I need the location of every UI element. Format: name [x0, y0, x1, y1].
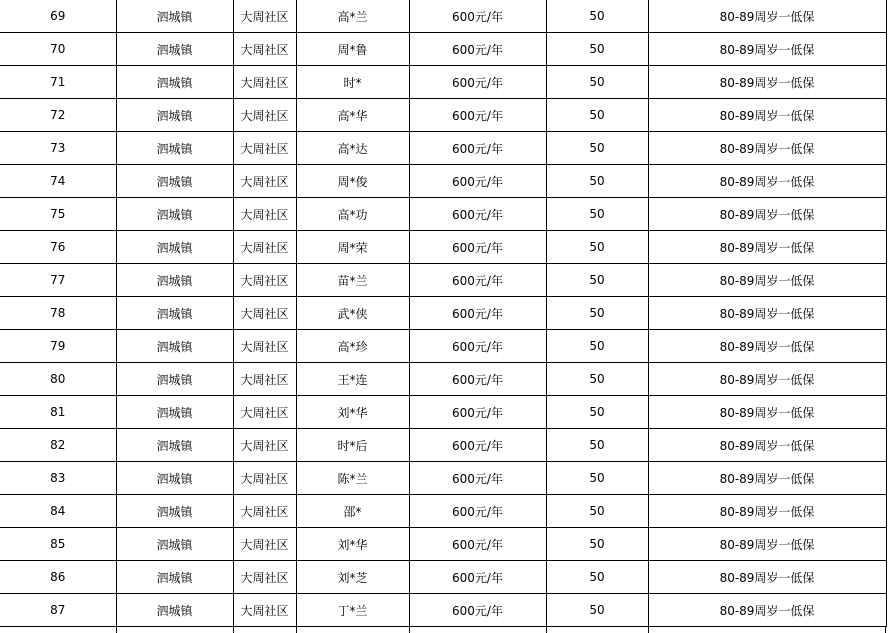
cell-serial-number[interactable]: 78 [0, 297, 116, 330]
cell-serial-number[interactable]: 84 [0, 495, 116, 528]
cell-category[interactable]: 80-89周岁一低保 [648, 231, 886, 264]
table-row[interactable] [0, 363, 886, 396]
cell-community[interactable]: 大周社区 [233, 297, 296, 330]
cell-count[interactable]: 50 [546, 132, 648, 165]
cell-community[interactable]: 大周社区 [233, 198, 296, 231]
cell-community[interactable]: 大周社区 [233, 165, 296, 198]
cell-count[interactable]: 50 [546, 594, 648, 627]
cell-amount[interactable]: 600元/年 [409, 495, 546, 528]
cell-serial-number[interactable]: 71 [0, 66, 116, 99]
cell-community[interactable]: 大周社区 [233, 396, 296, 429]
cell-amount[interactable]: 600元/年 [409, 330, 546, 363]
cell-count[interactable]: 50 [546, 66, 648, 99]
cell-name[interactable]: 刘*华 [296, 528, 409, 561]
table-row[interactable] [0, 495, 886, 528]
cell-serial-number[interactable]: 87 [0, 594, 116, 627]
cell-community[interactable]: 大周社区 [233, 66, 296, 99]
cell-amount[interactable]: 600元/年 [409, 396, 546, 429]
cell-name[interactable]: 刘*华 [296, 396, 409, 429]
cell-serial-number[interactable]: 75 [0, 198, 116, 231]
cell-name[interactable]: 时* [296, 66, 409, 99]
cell-category[interactable]: 80-89周岁一低保 [648, 594, 886, 627]
cell-serial-number[interactable]: 86 [0, 561, 116, 594]
cell-serial-number[interactable]: 85 [0, 528, 116, 561]
cell-community[interactable]: 大周社区 [233, 429, 296, 462]
cell-count[interactable]: 50 [546, 495, 648, 528]
cell-name[interactable]: 高*达 [296, 132, 409, 165]
cell-count[interactable]: 50 [546, 528, 648, 561]
table-row[interactable] [0, 429, 886, 462]
table-row[interactable] [0, 264, 886, 297]
cell-town[interactable]: 泗城镇 [116, 462, 233, 495]
cell-count[interactable]: 50 [546, 231, 648, 264]
cell-amount[interactable]: 600元/年 [409, 66, 546, 99]
table-row[interactable] [0, 330, 886, 363]
table-row[interactable] [0, 594, 886, 627]
cell-town[interactable]: 泗城镇 [116, 528, 233, 561]
cell-category[interactable]: 80-89周岁一低保 [648, 462, 886, 495]
table-row[interactable] [0, 396, 886, 429]
table-row[interactable] [0, 66, 886, 99]
cell-category[interactable]: 80-89周岁一低保 [648, 165, 886, 198]
cell-serial-number[interactable]: 77 [0, 264, 116, 297]
cell-town[interactable]: 泗城镇 [116, 132, 233, 165]
cell-name[interactable]: 高*华 [296, 99, 409, 132]
cell-town[interactable]: 泗城镇 [116, 66, 233, 99]
cell-amount[interactable]: 600元/年 [409, 429, 546, 462]
table-row[interactable] [0, 165, 886, 198]
table-row[interactable] [0, 528, 886, 561]
cell-community[interactable]: 大周社区 [233, 594, 296, 627]
cell-amount[interactable]: 600元/年 [409, 198, 546, 231]
cell-amount[interactable]: 600元/年 [409, 132, 546, 165]
cell-amount[interactable]: 600元/年 [409, 99, 546, 132]
cell-community[interactable]: 大周社区 [233, 231, 296, 264]
cell-name[interactable]: 时*后 [296, 429, 409, 462]
cell-category[interactable]: 80-89周岁一低保 [648, 429, 886, 462]
table-row[interactable] [0, 198, 886, 231]
cell-name[interactable]: 邵* [296, 495, 409, 528]
cell-community[interactable]: 大周社区 [233, 528, 296, 561]
cell-category[interactable]: 80-89周岁一低保 [648, 132, 886, 165]
table-row[interactable] [0, 0, 886, 33]
cell-category[interactable]: 80-89周岁一低保 [648, 396, 886, 429]
cell-serial-number[interactable]: 82 [0, 429, 116, 462]
table-row[interactable] [0, 297, 886, 330]
cell-count[interactable]: 50 [546, 99, 648, 132]
cell-category[interactable]: 80-89周岁一低保 [648, 561, 886, 594]
column-divider [0, 627, 886, 633]
cell-category[interactable]: 80-89周岁一低保 [648, 198, 886, 231]
table-row[interactable] [0, 132, 886, 165]
cell-town[interactable]: 泗城镇 [116, 594, 233, 627]
cell-town[interactable]: 泗城镇 [116, 33, 233, 66]
cell-name[interactable]: 周*荣 [296, 231, 409, 264]
table-row[interactable] [0, 99, 886, 132]
cell-town[interactable]: 泗城镇 [116, 99, 233, 132]
cell-serial-number[interactable]: 76 [0, 231, 116, 264]
table-row[interactable] [0, 33, 886, 66]
cell-community[interactable]: 大周社区 [233, 330, 296, 363]
cell-amount[interactable]: 600元/年 [409, 297, 546, 330]
cell-name[interactable]: 王*连 [296, 363, 409, 396]
cell-category[interactable]: 80-89周岁一低保 [648, 330, 886, 363]
cell-amount[interactable]: 600元/年 [409, 231, 546, 264]
cell-amount[interactable]: 600元/年 [409, 264, 546, 297]
cell-community[interactable]: 大周社区 [233, 363, 296, 396]
cell-count[interactable]: 50 [546, 330, 648, 363]
cell-category[interactable]: 80-89周岁一低保 [648, 264, 886, 297]
cell-town[interactable]: 泗城镇 [116, 330, 233, 363]
cell-serial-number[interactable]: 83 [0, 462, 116, 495]
cell-category[interactable]: 80-89周岁一低保 [648, 99, 886, 132]
cell-count[interactable]: 50 [546, 429, 648, 462]
cell-town[interactable]: 泗城镇 [116, 165, 233, 198]
cell-serial-number[interactable]: 70 [0, 33, 116, 66]
cell-category[interactable]: 80-89周岁一低保 [648, 33, 886, 66]
cell-count[interactable]: 50 [546, 0, 648, 33]
cell-community[interactable]: 大周社区 [233, 561, 296, 594]
cell-category[interactable]: 80-89周岁一低保 [648, 528, 886, 561]
cell-amount[interactable]: 600元/年 [409, 363, 546, 396]
next-row-partial [0, 627, 886, 633]
cell-amount[interactable]: 600元/年 [409, 528, 546, 561]
cell-community[interactable]: 大周社区 [233, 495, 296, 528]
cell-count[interactable]: 50 [546, 165, 648, 198]
table-row[interactable] [0, 231, 886, 264]
cell-amount[interactable]: 600元/年 [409, 462, 546, 495]
cell-community[interactable]: 大周社区 [233, 132, 296, 165]
cell-name[interactable]: 高*珍 [296, 330, 409, 363]
cell-town[interactable]: 泗城镇 [116, 429, 233, 462]
cell-town[interactable]: 泗城镇 [116, 396, 233, 429]
cell-category[interactable]: 80-89周岁一低保 [648, 0, 886, 33]
cell-serial-number[interactable]: 72 [0, 99, 116, 132]
cell-community[interactable]: 大周社区 [233, 99, 296, 132]
cell-name[interactable]: 周*鲁 [296, 33, 409, 66]
table-row[interactable] [0, 462, 886, 495]
cell-community[interactable]: 大周社区 [233, 0, 296, 33]
cell-town[interactable]: 泗城镇 [116, 0, 233, 33]
cell-name[interactable]: 周*俊 [296, 165, 409, 198]
cell-category[interactable]: 80-89周岁一低保 [648, 495, 886, 528]
cell-category[interactable]: 80-89周岁一低保 [648, 297, 886, 330]
cell-count[interactable]: 50 [546, 561, 648, 594]
cell-count[interactable]: 50 [546, 297, 648, 330]
cell-name[interactable]: 武*侠 [296, 297, 409, 330]
cell-town[interactable]: 泗城镇 [116, 231, 233, 264]
cell-serial-number[interactable]: 79 [0, 330, 116, 363]
cell-category[interactable]: 80-89周岁一低保 [648, 66, 886, 99]
cell-community[interactable]: 大周社区 [233, 264, 296, 297]
cell-count[interactable]: 50 [546, 264, 648, 297]
cell-serial-number[interactable]: 73 [0, 132, 116, 165]
table-row[interactable] [0, 561, 886, 594]
cell-town[interactable]: 泗城镇 [116, 363, 233, 396]
cell-amount[interactable]: 600元/年 [409, 561, 546, 594]
cell-community[interactable]: 大周社区 [233, 33, 296, 66]
cell-count[interactable]: 50 [546, 33, 648, 66]
cell-town[interactable]: 泗城镇 [116, 561, 233, 594]
cell-name[interactable]: 刘*芝 [296, 561, 409, 594]
cell-community[interactable]: 大周社区 [233, 462, 296, 495]
cell-town[interactable]: 泗城镇 [116, 495, 233, 528]
cell-serial-number[interactable]: 69 [0, 0, 116, 33]
cell-name[interactable]: 高*功 [296, 198, 409, 231]
cell-amount[interactable]: 600元/年 [409, 33, 546, 66]
cell-amount[interactable]: 600元/年 [409, 594, 546, 627]
cell-town[interactable]: 泗城镇 [116, 198, 233, 231]
cell-name[interactable]: 陈*兰 [296, 462, 409, 495]
cell-name[interactable]: 丁*兰 [296, 594, 409, 627]
cell-serial-number[interactable]: 74 [0, 165, 116, 198]
cell-count[interactable]: 50 [546, 462, 648, 495]
cell-category[interactable]: 80-89周岁一低保 [648, 363, 886, 396]
cell-amount[interactable]: 600元/年 [409, 0, 546, 33]
cell-count[interactable]: 50 [546, 396, 648, 429]
cell-serial-number[interactable]: 80 [0, 363, 116, 396]
cell-town[interactable]: 泗城镇 [116, 264, 233, 297]
cell-name[interactable]: 高*兰 [296, 0, 409, 33]
cell-amount[interactable]: 600元/年 [409, 165, 546, 198]
cell-count[interactable]: 50 [546, 363, 648, 396]
cell-count[interactable]: 50 [546, 198, 648, 231]
cell-serial-number[interactable]: 81 [0, 396, 116, 429]
cell-town[interactable]: 泗城镇 [116, 297, 233, 330]
cell-name[interactable]: 苗*兰 [296, 264, 409, 297]
